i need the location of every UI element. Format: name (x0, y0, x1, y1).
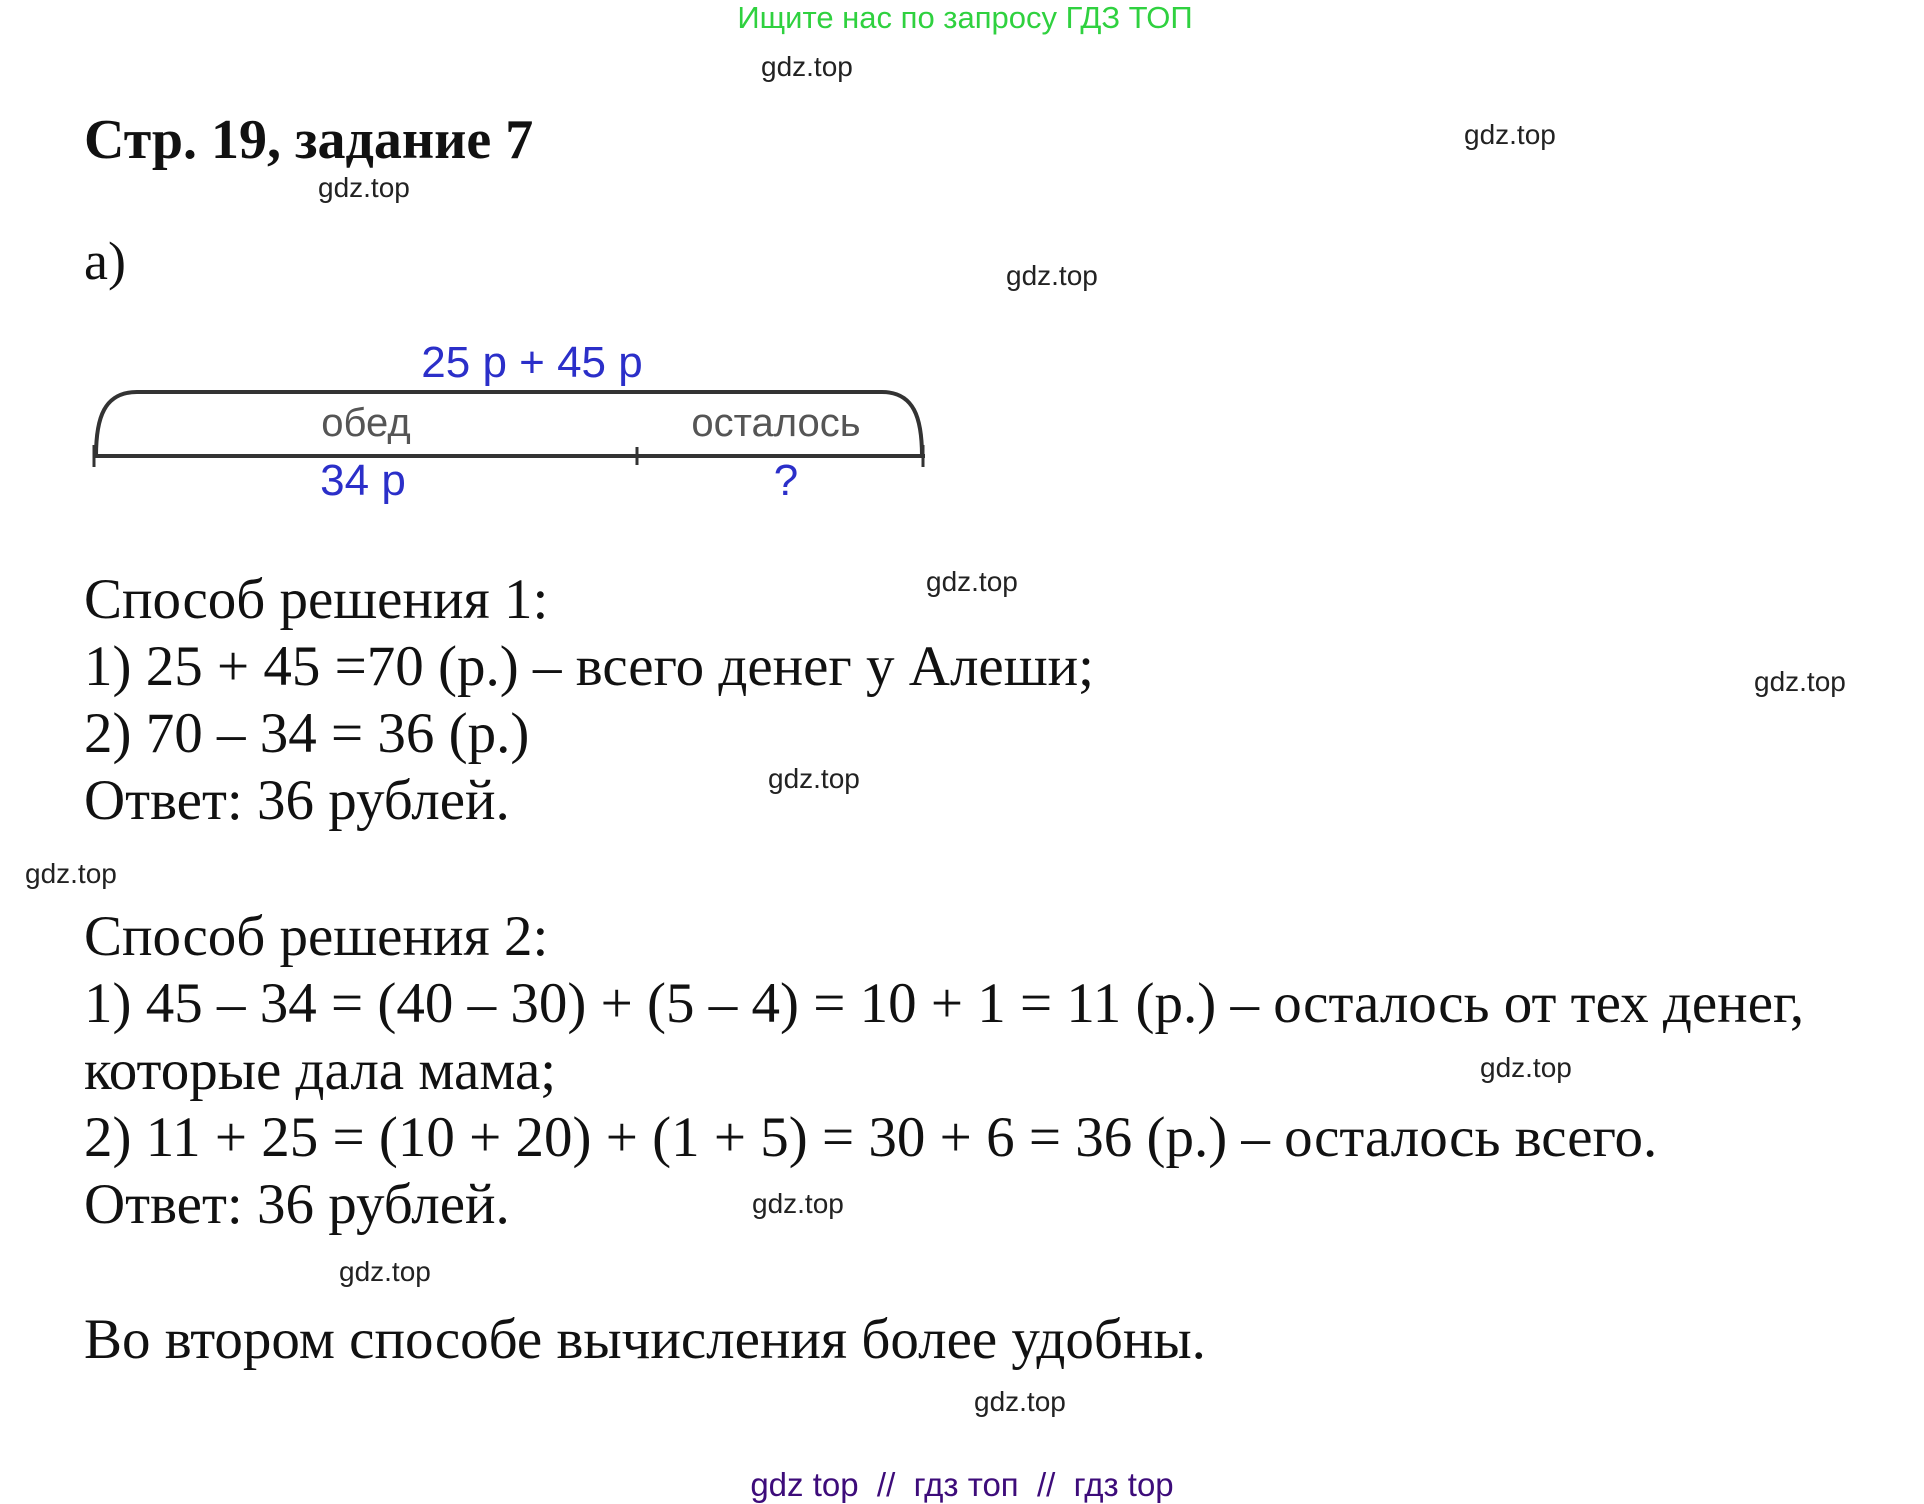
page-title: Стр. 19, задание 7 (84, 109, 534, 171)
conclusion: Во втором способе вычисления более удобны. (84, 1308, 1206, 1371)
method-1-step: 2) 70 – 34 = 36 (р.) (84, 702, 530, 765)
method-1-answer: Ответ: 36 рублей. (84, 769, 510, 832)
watermark: gdz.top (25, 858, 117, 889)
watermark: gdz.top (1754, 666, 1846, 697)
method-1-step: 1) 25 + 45 =70 (р.) – всего денег у Алеши; (84, 635, 1094, 698)
method-2-answer: Ответ: 36 рублей. (84, 1173, 510, 1236)
watermark: gdz.top (1464, 119, 1556, 150)
left-value: 34 р (320, 456, 406, 505)
search-banner: Ищите нас по запросу ГДЗ ТОП (737, 0, 1193, 35)
method-2-step: 2) 11 + 25 = (10 + 20) + (1 + 5) = 30 + 6 = 36 (р.) – осталось всего. (84, 1106, 1658, 1169)
method-2-heading: Способ решения 2: (84, 905, 549, 968)
method-1-heading: Способ решения 1: (84, 568, 549, 631)
part-label: а) (84, 231, 126, 291)
method-2-step: 1) 45 – 34 = (40 – 30) + (5 – 4) = 10 + 1 = 11 (р.) – осталось от тех денег, (84, 972, 1805, 1035)
watermark: gdz.top (1006, 260, 1098, 291)
watermark: gdz.top (752, 1188, 844, 1219)
right-segment-label: осталось (691, 401, 861, 445)
watermark: gdz.top (761, 51, 853, 82)
right-value: ? (773, 456, 799, 505)
watermark: gdz.top (768, 763, 860, 794)
left-segment-label: обед (321, 401, 411, 445)
watermark: gdz.top (339, 1256, 431, 1287)
total-label: 25 р + 45 р (421, 338, 643, 387)
segment-diagram (92, 333, 927, 508)
watermark: gdz.top (926, 566, 1018, 597)
footer-links: gdz top // гдз топ // гдз top (750, 1466, 1174, 1503)
watermark: gdz.top (974, 1386, 1066, 1417)
method-2-step: которые дала мама; (84, 1039, 557, 1102)
watermark: gdz.top (318, 172, 410, 203)
watermark: gdz.top (1480, 1052, 1572, 1083)
solution-method-1 (84, 566, 1094, 834)
